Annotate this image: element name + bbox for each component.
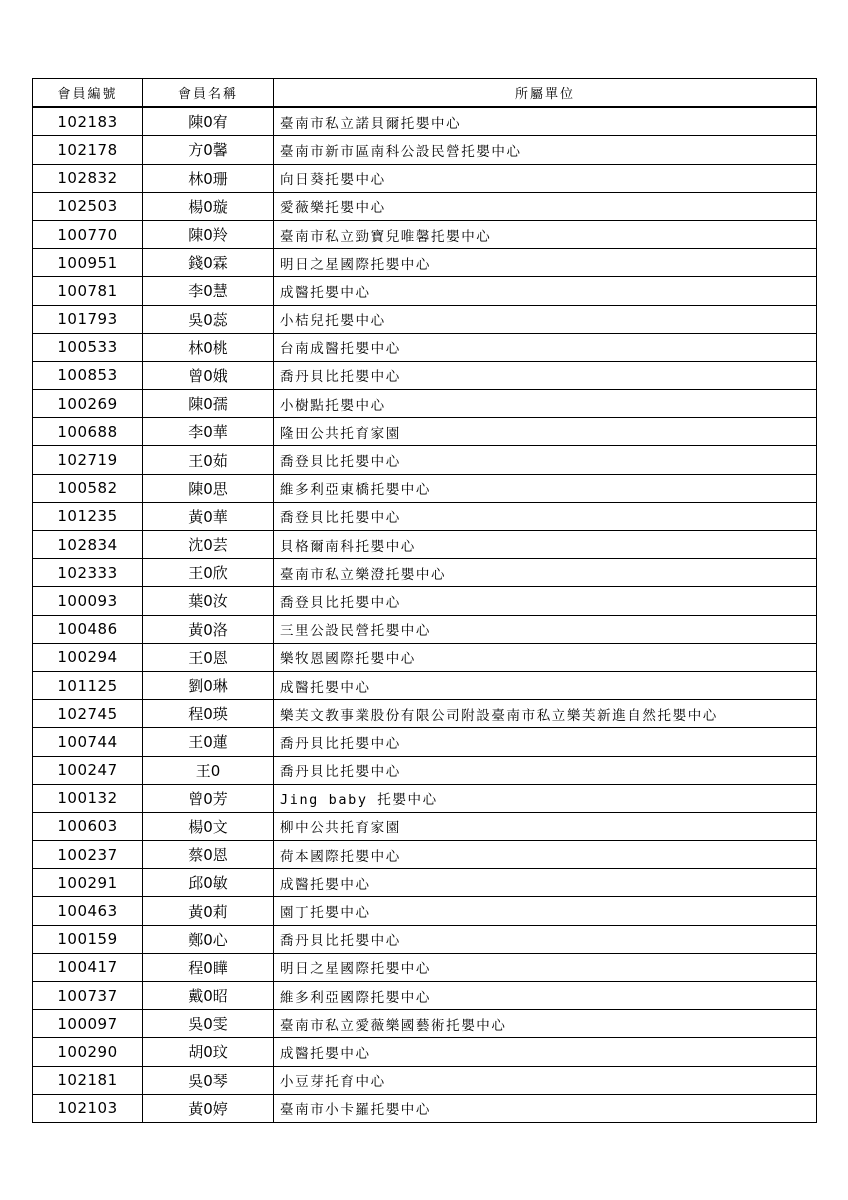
member-id-cell: 100417: [33, 953, 143, 981]
member-id-cell: 100781: [33, 277, 143, 305]
table-row: [33, 559, 817, 587]
member-id-cell: 100853: [33, 361, 143, 389]
affiliation-cell: 臺南市私立諾貝爾托嬰中心: [274, 107, 817, 136]
affiliation-cell: 成醫托嬰中心: [274, 671, 817, 699]
affiliation-cell: 維多利亞東橋托嬰中心: [274, 474, 817, 502]
member-id-cell: 100269: [33, 390, 143, 418]
affiliation-cell: 小樹點托嬰中心: [274, 390, 817, 418]
table-row: [33, 643, 817, 671]
table-row: [33, 953, 817, 981]
member-id-cell: 100291: [33, 869, 143, 897]
member-name-cell: 黃0華: [143, 502, 274, 530]
table-row: [33, 333, 817, 361]
affiliation-cell: 喬丹貝比托嬰中心: [274, 728, 817, 756]
table-row: [33, 502, 817, 530]
affiliation-cell: 喬丹貝比托嬰中心: [274, 925, 817, 953]
table-row: [33, 728, 817, 756]
affiliation-cell: 臺南市私立勁寶兒唯馨托嬰中心: [274, 220, 817, 248]
member-id-cell: 100097: [33, 1010, 143, 1038]
member-id-cell: 100237: [33, 841, 143, 869]
table-row: [33, 982, 817, 1010]
affiliation-cell: 喬登貝比托嬰中心: [274, 587, 817, 615]
member-id-cell: 100951: [33, 249, 143, 277]
affiliation-cell: 荷本國際托嬰中心: [274, 841, 817, 869]
member-name-cell: 葉0汝: [143, 587, 274, 615]
table-row: [33, 107, 817, 136]
member-name-cell: 蔡0恩: [143, 841, 274, 869]
member-id-cell: 100737: [33, 982, 143, 1010]
table-row: [33, 474, 817, 502]
member-name-cell: 曾0娥: [143, 361, 274, 389]
table-row: [33, 671, 817, 699]
member-name-cell: 鄭0心: [143, 925, 274, 953]
table-row: [33, 925, 817, 953]
table-row: [33, 700, 817, 728]
member-name-cell: 王0欣: [143, 559, 274, 587]
table-row: [33, 1038, 817, 1066]
affiliation-cell: 小豆芽托育中心: [274, 1066, 817, 1094]
member-id-cell: 100132: [33, 784, 143, 812]
table-row: [33, 418, 817, 446]
header-row: [33, 79, 817, 108]
table-row: [33, 249, 817, 277]
header-affiliation: 所屬單位: [274, 79, 817, 108]
affiliation-cell: 臺南市小卡羅托嬰中心: [274, 1094, 817, 1122]
affiliation-cell: 愛薇樂托嬰中心: [274, 192, 817, 220]
member-name-cell: 程0瑛: [143, 700, 274, 728]
member-name-cell: 王0恩: [143, 643, 274, 671]
table-row: [33, 812, 817, 840]
member-id-cell: 100290: [33, 1038, 143, 1066]
affiliation-cell: 向日葵托嬰中心: [274, 164, 817, 192]
table-row: [33, 192, 817, 220]
table-header: [33, 79, 817, 108]
member-name-cell: 胡0玟: [143, 1038, 274, 1066]
table-row: [33, 841, 817, 869]
affiliation-cell: 明日之星國際托嬰中心: [274, 953, 817, 981]
member-id-cell: 100159: [33, 925, 143, 953]
table-row: [33, 136, 817, 164]
table-row: [33, 277, 817, 305]
member-id-cell: 102745: [33, 700, 143, 728]
affiliation-cell: 喬丹貝比托嬰中心: [274, 361, 817, 389]
affiliation-cell: Jing baby 托嬰中心: [274, 784, 817, 812]
member-id-cell: 102832: [33, 164, 143, 192]
member-name-cell: 黃0婷: [143, 1094, 274, 1122]
affiliation-cell: 小桔兒托嬰中心: [274, 305, 817, 333]
member-id-cell: 101125: [33, 671, 143, 699]
member-name-cell: 王0茹: [143, 446, 274, 474]
member-id-cell: 100463: [33, 897, 143, 925]
member-id-cell: 102181: [33, 1066, 143, 1094]
table-row: [33, 587, 817, 615]
affiliation-cell: 樂牧恩國際托嬰中心: [274, 643, 817, 671]
affiliation-cell: 維多利亞國際托嬰中心: [274, 982, 817, 1010]
member-name-cell: 戴0昭: [143, 982, 274, 1010]
affiliation-cell: 柳中公共托育家園: [274, 812, 817, 840]
affiliation-cell: 臺南市新市區南科公設民營托嬰中心: [274, 136, 817, 164]
member-name-cell: 陳0羚: [143, 220, 274, 248]
member-name-cell: 李0華: [143, 418, 274, 446]
member-name-cell: 王0蓮: [143, 728, 274, 756]
member-id-cell: 100533: [33, 333, 143, 361]
member-name-cell: 方0馨: [143, 136, 274, 164]
affiliation-cell: 臺南市私立愛薇樂國藝術托嬰中心: [274, 1010, 817, 1038]
affiliation-cell: 園丁托嬰中心: [274, 897, 817, 925]
member-name-cell: 邱0敏: [143, 869, 274, 897]
member-name-cell: 錢0霖: [143, 249, 274, 277]
table-row: [33, 869, 817, 897]
member-name-cell: 李0慧: [143, 277, 274, 305]
member-name-cell: 曾0芳: [143, 784, 274, 812]
member-name-cell: 王0: [143, 756, 274, 784]
member-name-cell: 沈0芸: [143, 531, 274, 559]
member-name-cell: 林0桃: [143, 333, 274, 361]
member-id-cell: 102178: [33, 136, 143, 164]
member-id-cell: 102719: [33, 446, 143, 474]
member-name-cell: 陳0宥: [143, 107, 274, 136]
affiliation-cell: 成醫托嬰中心: [274, 1038, 817, 1066]
affiliation-cell: 喬丹貝比托嬰中心: [274, 756, 817, 784]
table-row: [33, 1066, 817, 1094]
affiliation-cell: 隆田公共托育家園: [274, 418, 817, 446]
member-name-cell: 劉0琳: [143, 671, 274, 699]
member-name-cell: 吳0雯: [143, 1010, 274, 1038]
table-row: [33, 756, 817, 784]
affiliation-cell: 台南成醫托嬰中心: [274, 333, 817, 361]
table-row: [33, 1094, 817, 1122]
table-row: [33, 305, 817, 333]
member-name-cell: 吳0琴: [143, 1066, 274, 1094]
affiliation-cell: 貝格爾南科托嬰中心: [274, 531, 817, 559]
member-id-cell: 102333: [33, 559, 143, 587]
member-id-cell: 101793: [33, 305, 143, 333]
member-name-cell: 陳0孺: [143, 390, 274, 418]
header-member-name: 會員名稱: [143, 79, 274, 108]
member-id-cell: 102834: [33, 531, 143, 559]
member-id-cell: 102503: [33, 192, 143, 220]
table-row: [33, 784, 817, 812]
member-name-cell: 楊0璇: [143, 192, 274, 220]
member-name-cell: 黃0洛: [143, 615, 274, 643]
member-id-cell: 101235: [33, 502, 143, 530]
member-id-cell: 100744: [33, 728, 143, 756]
affiliation-cell: 明日之星國際托嬰中心: [274, 249, 817, 277]
table-row: [33, 531, 817, 559]
member-id-cell: 102183: [33, 107, 143, 136]
member-name-cell: 吳0蕊: [143, 305, 274, 333]
table-row: [33, 446, 817, 474]
member-id-cell: 100486: [33, 615, 143, 643]
table-body: [33, 107, 817, 1122]
affiliation-cell: 成醫托嬰中心: [274, 869, 817, 897]
affiliation-cell: 喬登貝比托嬰中心: [274, 502, 817, 530]
member-name-cell: 黃0莉: [143, 897, 274, 925]
table-row: [33, 361, 817, 389]
affiliation-cell: 樂芙文教事業股份有限公司附設臺南市私立樂芙新進自然托嬰中心: [274, 700, 817, 728]
table-row: [33, 220, 817, 248]
member-id-cell: 100688: [33, 418, 143, 446]
member-id-cell: 100294: [33, 643, 143, 671]
member-id-cell: 100582: [33, 474, 143, 502]
member-id-cell: 100770: [33, 220, 143, 248]
table-row: [33, 164, 817, 192]
member-name-cell: 林0珊: [143, 164, 274, 192]
member-name-cell: 陳0思: [143, 474, 274, 502]
member-id-cell: 102103: [33, 1094, 143, 1122]
member-name-cell: 程0瞱: [143, 953, 274, 981]
table-row: [33, 897, 817, 925]
affiliation-cell: 成醫托嬰中心: [274, 277, 817, 305]
member-id-cell: 100247: [33, 756, 143, 784]
member-id-cell: 100093: [33, 587, 143, 615]
table-row: [33, 1010, 817, 1038]
table-row: [33, 390, 817, 418]
affiliation-cell: 三里公設民營托嬰中心: [274, 615, 817, 643]
affiliation-cell: 臺南市私立樂澄托嬰中心: [274, 559, 817, 587]
member-table: [32, 78, 817, 1123]
member-id-cell: 100603: [33, 812, 143, 840]
table-row: [33, 615, 817, 643]
member-name-cell: 楊0文: [143, 812, 274, 840]
header-member-id: 會員編號: [33, 79, 143, 108]
affiliation-cell: 喬登貝比托嬰中心: [274, 446, 817, 474]
